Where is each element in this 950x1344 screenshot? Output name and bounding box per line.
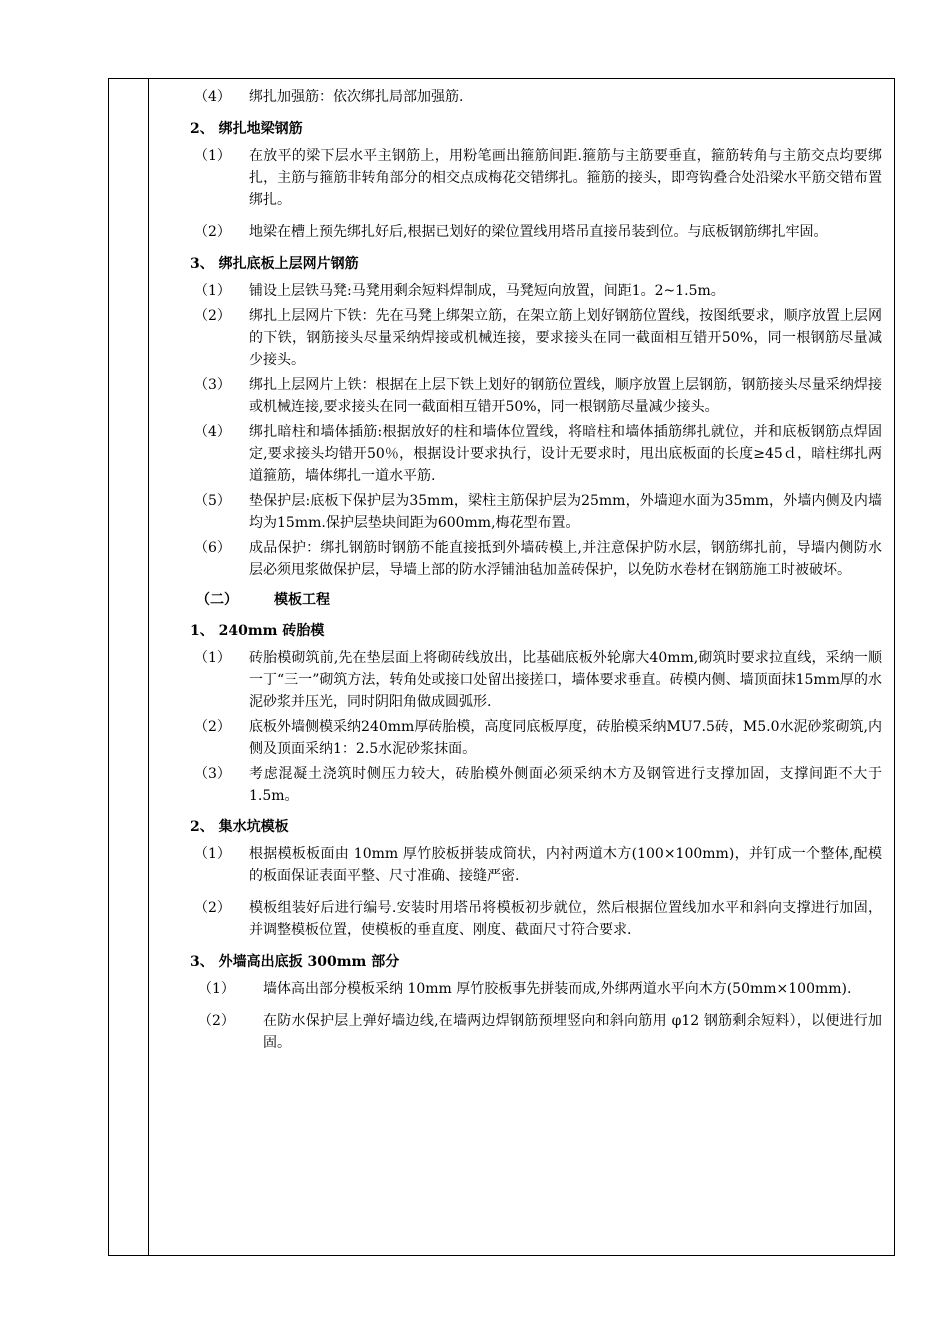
- list-item: [150, 490, 888, 534]
- list-item: [150, 374, 888, 418]
- item-number: （2）: [194, 308, 231, 324]
- item-number: （1）: [194, 283, 231, 299]
- item-number: （4）: [194, 424, 231, 440]
- item-text: 铺设上层铁马凳:马凳用剩余短料焊制成，马凳短向放置，间距1。2~1.5m。: [249, 283, 725, 299]
- item-text: 根据模板板面由 10mm 厚竹胶板拼装成筒状，内衬两道木方(100×100mm)，并钉成一个整体,配模的板面保证表面平整、尺寸准确、接缝严密.: [249, 846, 882, 884]
- list-item: [150, 1010, 888, 1054]
- item-number: （3）: [194, 377, 231, 393]
- section-heading: 1、 240mm 砖胎模: [190, 623, 325, 639]
- item-text: 砖胎模砌筑前,先在垫层面上将砌砖线放出，比基础底板外轮廓大40mm,砌筑时要求拉直线，采纳一顺一丁“三一”砌筑方法，转角处或接口处留出接搓口，墙体要求垂直。砖模内侧、墙顶面抹15mm厚的水泥砂浆并压光，同时阴阳角做成圆弧形.: [249, 650, 882, 710]
- table-column-divider: [148, 78, 149, 1256]
- list-item: [150, 978, 888, 1000]
- item-text: 绑扎加强筋：依次绑扎局部加强筋.: [249, 89, 464, 105]
- item-text: 墙体高出部分模板采纳 10mm 厚竹胶板事先拼装而成,外绑两道水平向木方(50mm×100mm).: [263, 981, 852, 997]
- chapter-number: （二）: [196, 592, 238, 608]
- chapter-heading: [150, 589, 888, 611]
- item-text: 绑扎暗柱和墙体插筋:根据放好的柱和墙体位置线，将暗柱和墙体插筋绑扎就位，并和底板钢筋点焊固定,要求接头均错开50％，根据设计要求执行，设计无要求时，甩出底板面的长度≥45ｄ，暗柱绑扎两道箍筋，墙体绑扎一道水平筋.: [249, 424, 882, 484]
- item-text: 绑扎上层网片上铁：根据在上层下铁上划好的钢筋位置线，顺序放置上层钢筋，钢筋接头尽量采纳焊接或机械连接,要求接头在同一截面相互错开50%，同一根钢筋尽量减少接头。: [249, 377, 882, 415]
- item-text: 地梁在槽上预先绑扎好后,根据已划好的梁位置线用塔吊直接吊装到位。与底板钢筋绑扎牢固。: [249, 224, 828, 240]
- list-item: [150, 86, 888, 108]
- list-item: [150, 145, 888, 211]
- item-number: （4）: [194, 89, 231, 105]
- list-item: [150, 843, 888, 887]
- item-number: （2）: [198, 1013, 235, 1029]
- item-number: （2）: [194, 224, 231, 240]
- item-text: 垫保护层:底板下保护层为35mm，梁柱主筋保护层为25mm，外墙迎水面为35mm，外墙内侧及内墙均为15mm.保护层垫块间距为600mm,梅花型布置。: [249, 493, 882, 531]
- item-text: 绑扎上层网片下铁：先在马凳上绑架立筋，在架立筋上划好钢筋位置线，按图纸要求，顺序放置上层网的下铁，钢筋接头尽量采纳焊接或机械连接，要求接头在同一截面相互错开50%，同一根钢筋尽量减少接头。: [249, 308, 882, 368]
- item-text: 底板外墙侧模采纳240mm厚砖胎模，高度同底板厚度，砖胎模采纳MU7.5砖，M5.0水泥砂浆砌筑,内侧及顶面采纳1：2.5水泥砂浆抹面。: [249, 719, 882, 757]
- list-item: [150, 280, 888, 302]
- item-text: 成品保护：绑扎钢筋时钢筋不能直接抵到外墙砖模上,并注意保护防水层，钢筋绑扎前，导墙内侧防水层必须甩浆做保护层，导墙上部的防水浮铺油毡加盖砖保护，以免防水卷材在钢筋施工时被破坏。: [249, 540, 882, 578]
- list-item: [150, 421, 888, 487]
- item-number: （6）: [194, 540, 231, 556]
- item-text: 在放平的梁下层水平主钢筋上，用粉笔画出箍筋间距.箍筋与主筋要垂直，箍筋转角与主筋交点均要绑扎，主筋与箍筋非转角部分的相交点成梅花交错绑扎。箍筋的接头，即弯钩叠合处沿梁水平筋交错布置绑扎。: [249, 148, 882, 208]
- item-number: （1）: [194, 846, 231, 862]
- item-number: （1）: [198, 981, 235, 997]
- item-number: （5）: [194, 493, 231, 509]
- item-text: 模板组装好后进行编号.安装时用塔吊将模板初步就位，然后根据位置线加水平和斜向支撑进行加固，并调整模板位置，使模板的垂直度、刚度、截面尺寸符合要求.: [249, 900, 882, 938]
- item-number: （3）: [194, 766, 231, 782]
- list-item: [150, 221, 888, 243]
- list-item: [150, 647, 888, 713]
- list-item: [150, 716, 888, 760]
- section-heading: 3、 外墙高出底扳 300mm 部分: [190, 954, 400, 970]
- chapter-title: 模板工程: [274, 592, 330, 608]
- item-text: 在防水保护层上弹好墙边线,在墙两边焊钢筋预埋竖向和斜向筋用 φ12 钢筋剩余短料），以便进行加固。: [263, 1013, 882, 1051]
- list-item: [150, 305, 888, 371]
- item-number: （1）: [194, 148, 231, 164]
- list-item: [150, 763, 888, 807]
- item-number: （2）: [194, 900, 231, 916]
- item-number: （2）: [194, 719, 231, 735]
- section-heading: 3、 绑扎底板上层网片钢筋: [190, 256, 359, 272]
- item-number: （1）: [194, 650, 231, 666]
- section-heading: 2、 绑扎地梁钢筋: [190, 121, 303, 137]
- section-heading: 2、 集水坑模板: [190, 819, 289, 835]
- item-text: 考虑混凝土浇筑时侧压力较大，砖胎模外侧面必须采纳木方及钢管进行支撑加固，支撑间距不大于1.5m。: [249, 766, 882, 804]
- list-item: [150, 537, 888, 581]
- list-item: [150, 897, 888, 941]
- document-body: [150, 86, 888, 1057]
